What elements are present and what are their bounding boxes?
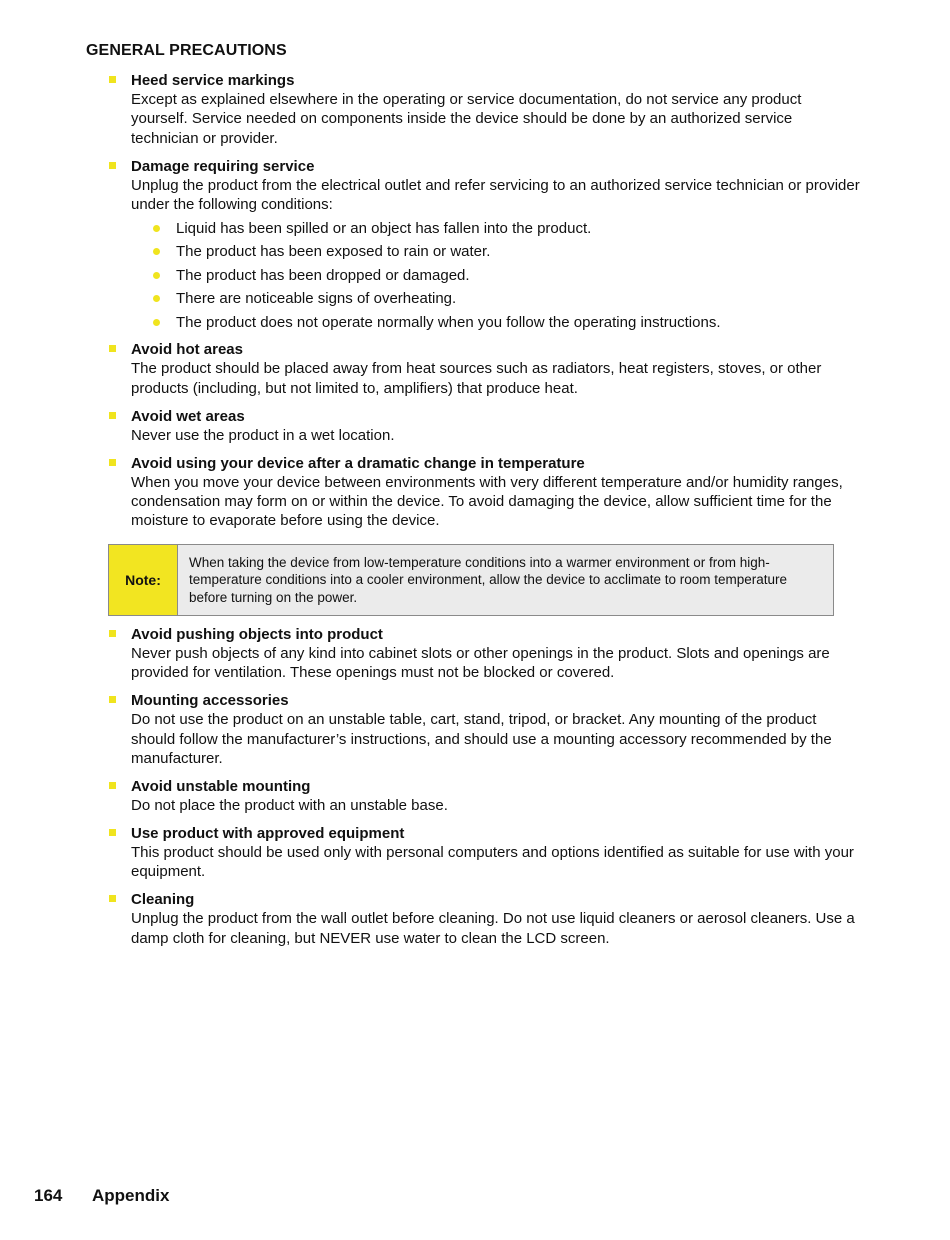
square-bullet-icon xyxy=(109,782,116,789)
list-item xyxy=(0,407,950,445)
list-item xyxy=(0,454,950,531)
item-title: Avoid hot areas xyxy=(131,341,243,359)
list-item xyxy=(0,824,950,882)
item-title: Cleaning xyxy=(131,891,195,909)
square-bullet-icon xyxy=(109,459,116,466)
item-body: Do not place the product with an unstable base. xyxy=(131,797,448,815)
item-body: Never push objects of any kind into cabinet slots or other openings in the product. Slots and openings are provided for ventilation. These openings must not be blocked or covered. xyxy=(131,645,830,682)
square-bullet-icon xyxy=(109,412,116,419)
list-item xyxy=(0,340,950,398)
precautions-list-top xyxy=(0,71,950,539)
square-bullet-icon xyxy=(109,895,116,902)
list-item xyxy=(0,157,950,332)
page-number: 164 xyxy=(34,1186,63,1205)
item-title: Avoid pushing objects into product xyxy=(131,626,383,643)
precautions-list-bottom xyxy=(0,625,950,957)
item-body: Except as explained elsewhere in the operating or service documentation, do not service any product yourself. Service needed on components inside the device should be done by an authorized service technician or provider. xyxy=(131,91,802,147)
sublist-item: Liquid has been spilled or an object has fallen into the product. xyxy=(131,219,860,238)
square-bullet-icon xyxy=(109,696,116,703)
note-box xyxy=(108,544,834,616)
round-bullet-icon xyxy=(153,248,160,255)
item-body: This product should be used only with personal computers and options identified as suitable for use with your equipment. xyxy=(131,843,854,881)
item-title: Heed service markings xyxy=(131,72,295,89)
item-body: Do not use the product on an unstable table, cart, stand, tripod, or bracket. Any mounting of the product should follow the manufacturer’s instructions, and should use a mounting accessory recommended by the manufacturer. xyxy=(131,711,832,768)
square-bullet-icon xyxy=(109,829,116,836)
sublist-item: The product has been dropped or damaged. xyxy=(131,266,860,285)
list-item xyxy=(0,890,950,948)
item-title: Use product with approved equipment xyxy=(131,824,405,842)
list-item xyxy=(0,625,950,683)
sublist-item: The product has been exposed to rain or water. xyxy=(131,242,860,261)
page-footer xyxy=(34,1186,169,1206)
sublist-item: There are noticeable signs of overheating. xyxy=(131,289,860,308)
square-bullet-icon xyxy=(109,345,116,352)
item-title: Mounting accessories xyxy=(131,692,289,710)
list-item xyxy=(0,777,950,815)
list-item xyxy=(0,691,950,768)
item-body: When you move your device between environments with very different temperature and/or humidity ranges, condensation may form on or within the device. To avoid damaging the device, allow sufficient time for the moisture to evaporate before using the device. xyxy=(131,473,843,530)
square-bullet-icon xyxy=(109,630,116,637)
note-label: Note: xyxy=(109,545,178,615)
round-bullet-icon xyxy=(153,225,160,232)
item-title: Avoid unstable mounting xyxy=(131,778,311,796)
round-bullet-icon xyxy=(153,272,160,279)
item-title: Damage requiring service xyxy=(131,157,315,175)
item-body: The product should be placed away from heat sources such as radiators, heat registers, stoves, or other products (including, but not limited to, amplifiers) that produce heat. xyxy=(131,360,822,397)
section-name: Appendix xyxy=(92,1186,170,1205)
round-bullet-icon xyxy=(153,295,160,302)
round-bullet-icon xyxy=(153,319,160,326)
square-bullet-icon xyxy=(109,162,116,169)
conditions-sublist xyxy=(131,219,860,332)
list-item xyxy=(0,71,950,148)
sublist-item: The product does not operate normally when you follow the operating instructions. xyxy=(131,313,860,332)
item-title: Avoid using your device after a dramatic change in temperature xyxy=(131,454,585,472)
note-text: When taking the device from low-temperature conditions into a warmer environment or from high-temperature conditions into a cooler environment, allow the device to acclimate to room temperature before turning on the power. xyxy=(178,545,833,615)
item-body: Never use the product in a wet location. xyxy=(131,426,395,444)
item-body: Unplug the product from the wall outlet before cleaning. Do not use liquid cleaners or aerosol cleaners. Use a damp cloth for cleaning, but NEVER use water to clean the LCD screen. xyxy=(131,910,855,947)
item-body: Unplug the product from the electrical outlet and refer servicing to an authorized service technician or provider under the following conditions: xyxy=(131,176,860,214)
item-title: Avoid wet areas xyxy=(131,407,245,425)
square-bullet-icon xyxy=(109,76,116,83)
section-heading: GENERAL PRECAUTIONS xyxy=(86,42,287,59)
